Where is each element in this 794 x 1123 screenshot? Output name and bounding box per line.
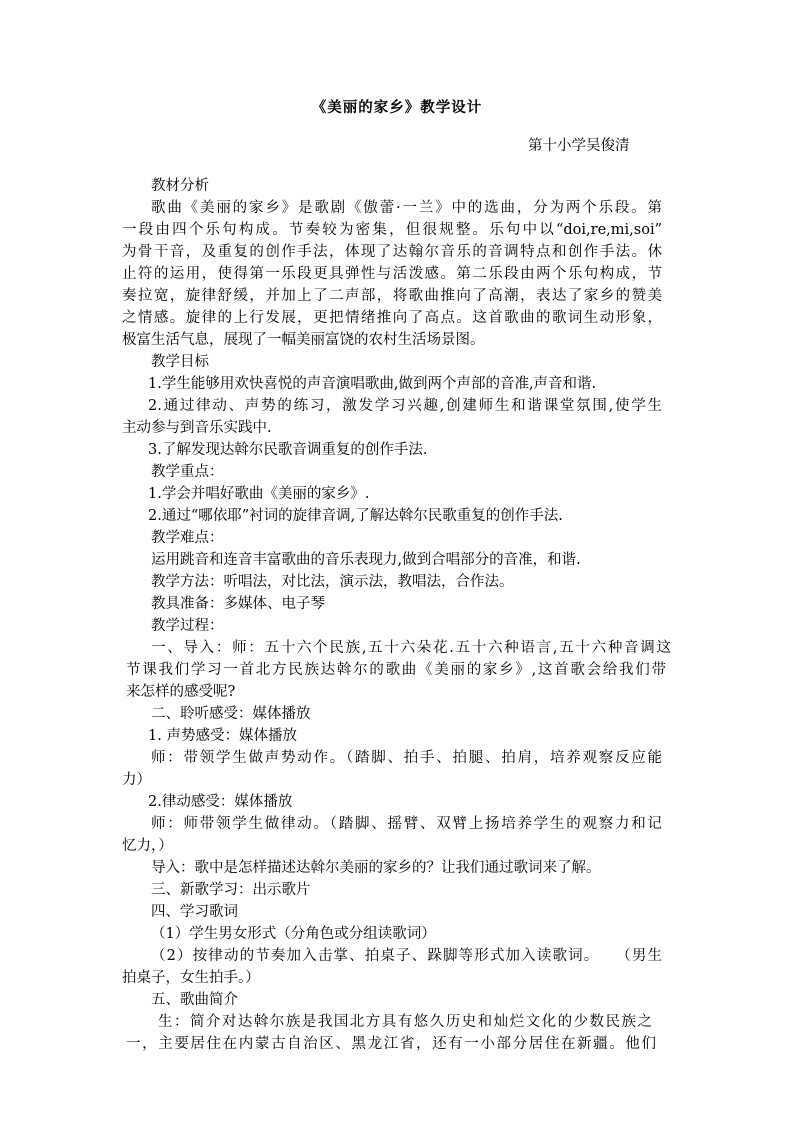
process-line: 生：简介对达斡尔族是我国北方具有悠久历史和灿烂文化的少数民族之 [158, 1014, 652, 1030]
process-line: 拍桌子，女生拍手。） [122, 970, 260, 986]
goal-item: 2.通过律动、声势的练习，激发学习兴趣,创建师生和谐课堂氛围,使学生 [148, 398, 662, 414]
difficulty-item: 运用跳音和连音丰富歌曲的音乐表现力,做到合唱部分的音准，和谐. [151, 552, 581, 568]
paragraph-line: 奏拉宽，旋律舒缓，并加上了二声部，将歌曲推向了高潮，表达了家乡的赞美 [122, 288, 662, 304]
process-line: （2）按律动的节奏加入击掌、拍桌子、跺脚等形式加入读歌词。 （男生 [151, 948, 662, 964]
paragraph-line: 为骨干音，及重复的创作手法，体现了达翰尔音乐的音调特点和创作手法。休 [122, 244, 662, 260]
heading-process: 教学过程： [151, 618, 224, 634]
teaching-methods: 教学方法：听唱法，对比法，演示法，教唱法，合作法。 [151, 574, 514, 590]
process-line: 节课我们学习一首北方民族达斡尔的歌曲《美丽的家乡》,这首歌会给我们带 [126, 662, 666, 678]
heading-difficulties: 教学难点： [151, 530, 224, 546]
process-line: 1. 声势感受：媒体播放 [148, 728, 297, 744]
process-line: 2.律动感受：媒体播放 [148, 794, 293, 810]
section-song-intro: 五、歌曲简介 [151, 992, 238, 1008]
goal-item-cont: 主动参与到音乐实践中. [122, 420, 272, 436]
process-line: （1）学生男女形式（分角色或分组读歌词） [151, 926, 436, 942]
process-line: 来怎样的感受呢? [126, 684, 236, 700]
author-line: 第十小学吴俊清 [528, 138, 630, 154]
document-title: 《美丽的家乡》教学设计 [311, 99, 483, 116]
section-listening: 二、聆听感受：媒体播放 [151, 706, 311, 722]
paragraph-line: 止符的运用，使得第一乐段更具弹性与活泼感。第二乐段由两个乐句构成，节 [122, 266, 662, 282]
process-line: 师：师带领学生做律动。（踏脚、摇臂、双臂上扬培养学生的观察力和记 [151, 816, 662, 832]
paragraph-line: 一段由四个乐句构成。节奏较为密集，但很规整。乐句中以“doi,re,mi,soi” [122, 222, 662, 238]
heading-textbook-analysis: 教材分析 [151, 178, 209, 194]
process-line: 力） [122, 772, 151, 788]
process-line: 师：带领学生做声势动作。（踏脚、拍手、拍腿、拍肩，培养观察反应能 [151, 750, 662, 766]
process-line: 导入：歌中是怎样描述达斡尔美丽的家乡的？让我们通过歌词来了解。 [151, 860, 601, 876]
teaching-aids: 教具准备：多媒体、电子琴 [151, 596, 325, 612]
process-line: 忆力，） [122, 838, 173, 854]
paragraph-line: 歌曲《美丽的家乡》是歌剧《傲蕾·一兰》中的选曲，分为两个乐段。第 [151, 200, 662, 216]
heading-key-points: 教学重点： [151, 464, 224, 480]
paragraph-line: 极富生活气息，展现了一幅美丽富饶的农村生活场景图。 [122, 332, 485, 348]
key-point-item: 2.通过“哪依耶”衬词的旋律音调,了解达斡尔民歌重复的创作手法. [148, 508, 563, 524]
process-line: 一，主要居住在内蒙古自治区、黑龙江省，还有一小部分居住在新疆。他们 [126, 1036, 656, 1052]
section-new-song: 三、新歌学习：出示歌片 [151, 882, 311, 898]
process-line: 一、导入：师：五十六个民族,五十六朵花.五十六种语言,五十六种音调这 [151, 640, 671, 656]
heading-teaching-goals: 教学目标 [151, 354, 209, 370]
goal-item: 3.了解发现达斡尔民歌音调重复的创作手法. [148, 442, 428, 458]
section-lyrics: 四、学习歌词 [151, 904, 238, 920]
paragraph-line: 之情感。旋律的上行发展，更把情绪推向了高点。这首歌曲的歌词生动形象， [122, 310, 662, 326]
goal-item: 1.学生能够用欢快喜悦的声音演唱歌曲,做到两个声部的音准,声音和谐. [148, 376, 597, 392]
key-point-item: 1.学会并唱好歌曲《美丽的家乡》. [148, 486, 370, 502]
